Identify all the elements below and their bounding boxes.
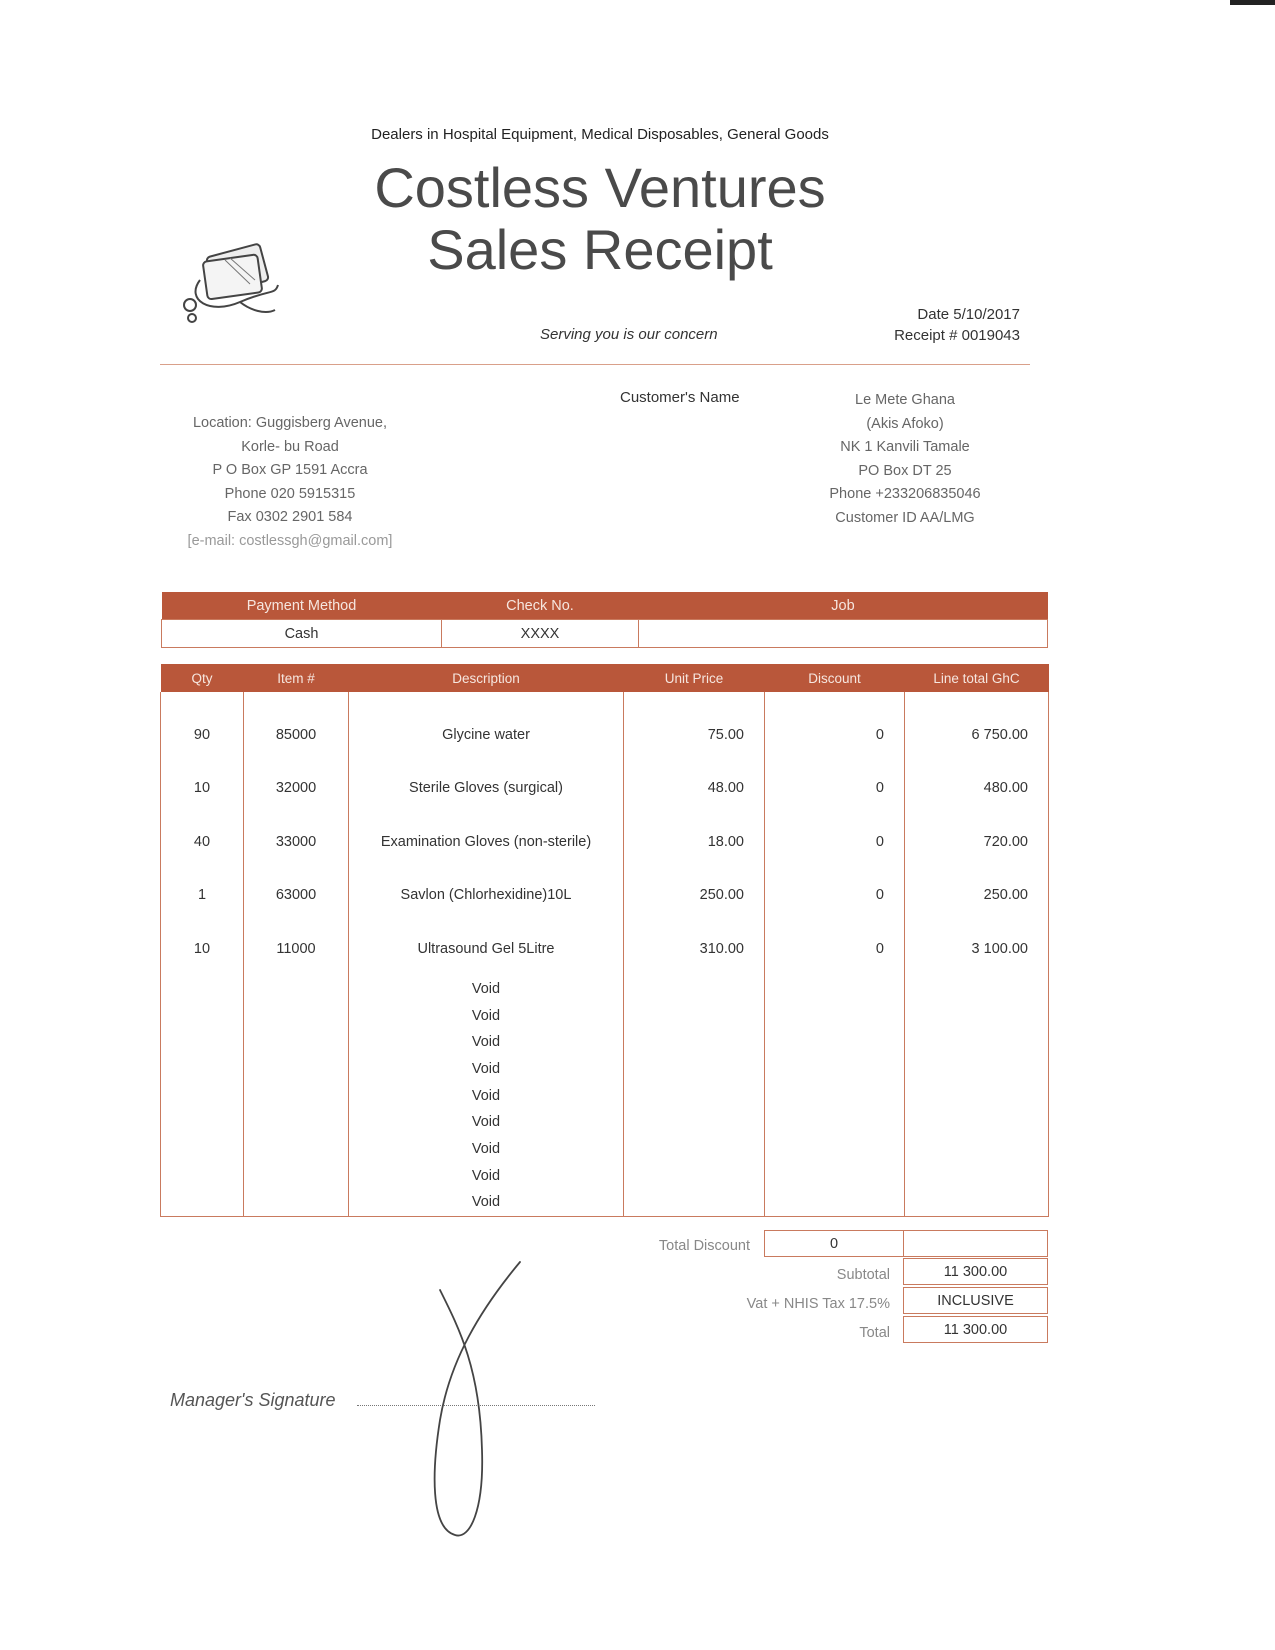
void-row [161,1056,1049,1083]
item-number-cell: 85000 [244,692,349,762]
table-row [161,692,1049,762]
line-total-cell: 480.00 [905,762,1049,816]
receipt-date: Date 5/10/2017 [917,306,1020,323]
table-row [161,869,1049,923]
table-row [161,922,1049,976]
customer-line: NK 1 Kanvili Tamale [840,439,970,455]
void-row [161,1162,1049,1189]
seller-address-line: Location: Guggisberg Avenue, [192,415,387,431]
void-cell: Void [349,1082,624,1109]
void-cell: Void [349,1189,624,1216]
description-cell: Sterile Gloves (surgical) [349,762,624,816]
tax-value: INCLUSIVE [903,1287,1048,1314]
seller-email: [e-mail: costlessgh@gmail.com] [187,532,393,549]
subtotal-label: Subtotal [836,1267,890,1283]
line-total-cell: 3 100.00 [905,922,1049,976]
item-number-cell: 63000 [244,869,349,923]
description-header: Description [349,664,624,692]
void-row [161,1189,1049,1216]
seller-address-line: P O Box GP 1591 Accra [212,462,368,478]
unit-price-cell: 18.00 [624,815,765,869]
description-cell: Examination Gloves (non-sterile) [349,815,624,869]
line-total-cell: 250.00 [905,869,1049,923]
payment-method-value: Cash [162,620,442,648]
total-label: Total [859,1325,890,1341]
customer-line: PO Box DT 25 [858,462,952,479]
void-cell: Void [349,1056,624,1083]
receipt-number: Receipt # 0019043 [894,327,1020,344]
void-cell: Void [349,1162,624,1189]
unit-price-cell: 75.00 [624,692,765,762]
seller-phone: Phone 020 5915315 [224,485,356,502]
check-no-value: XXXX [442,620,639,648]
seller-address [160,412,420,553]
company-tagline: Dealers in Hospital Equipment, Medical Disposables, General Goods [371,126,829,143]
description-cell: Ultrasound Gel 5Litre [349,922,624,976]
subtotal-value: 11 300.00 [903,1258,1048,1285]
customer-line: (Akis Afoko) [866,415,944,432]
void-cell: Void [349,1136,624,1163]
customer-line: Le Mete Ghana [855,392,955,408]
void-cell: Void [349,1029,624,1056]
item-number-cell: 32000 [244,762,349,816]
qty-cell: 90 [161,692,244,762]
stethoscope-money-icon [180,240,290,330]
customer-phone: Phone +233206835046 [829,486,981,502]
discount-header: Discount [765,664,905,692]
table-row [161,815,1049,869]
unit-price-cell: 310.00 [624,922,765,976]
header-divider [160,364,1030,365]
item-number-cell: 11000 [244,922,349,976]
discount-cell: 0 [765,692,905,762]
discount-cell: 0 [765,922,905,976]
customer-name-label: Customer's Name [620,389,740,406]
payment-table [161,592,1048,648]
customer-id: Customer ID AA/LMG [835,509,975,526]
check-no-header: Check No. [442,592,639,620]
manager-signature-label: Manager's Signature [170,1390,336,1410]
qty-header: Qty [161,664,244,692]
void-row [161,1109,1049,1136]
date-receipt-block [860,304,1020,346]
qty-cell: 1 [161,869,244,923]
line-total-cell: 6 750.00 [905,692,1049,762]
manager-signature [420,1250,570,1550]
total-value: 11 300.00 [903,1316,1048,1343]
line-total-header: Line total GhC [905,664,1049,692]
void-cell: Void [349,1002,624,1029]
qty-cell: 10 [161,762,244,816]
payment-method-header: Payment Method [162,592,442,620]
tax-label: Vat + NHIS Tax 17.5% [746,1296,890,1312]
seller-address-line: Korle- bu Road [241,438,339,455]
item-number-cell: 33000 [244,815,349,869]
scan-corner-mark [1230,0,1275,5]
discount-cell: 0 [765,815,905,869]
line-total-cell: 720.00 [905,815,1049,869]
description-cell: Savlon (Chlorhexidine)10L [349,869,624,923]
unit-price-cell: 250.00 [624,869,765,923]
document-title: Sales Receipt [427,218,773,281]
job-value [639,620,1048,648]
void-row [161,1029,1049,1056]
void-cell: Void [349,976,624,1003]
slogan: Serving you is our concern [540,326,718,343]
total-discount-value: 0 [764,1230,904,1257]
discount-cell: 0 [765,869,905,923]
item-number-header: Item # [244,664,349,692]
customer-details [795,389,1015,530]
void-cell: Void [349,1109,624,1136]
total-discount-spacer [903,1230,1048,1257]
seller-fax: Fax 0302 2901 584 [227,509,353,525]
qty-cell: 40 [161,815,244,869]
void-row [161,1002,1049,1029]
job-header: Job [639,592,1048,620]
void-row [161,1082,1049,1109]
total-discount-label: Total Discount [658,1238,750,1254]
table-row [161,762,1049,816]
discount-cell: 0 [765,762,905,816]
void-row [161,976,1049,1003]
unit-price-header: Unit Price [624,664,765,692]
company-name: Costless Ventures [374,156,826,219]
unit-price-cell: 48.00 [624,762,765,816]
void-row [161,1136,1049,1163]
qty-cell: 10 [161,922,244,976]
items-table [160,664,1049,1217]
description-cell: Glycine water [349,692,624,762]
